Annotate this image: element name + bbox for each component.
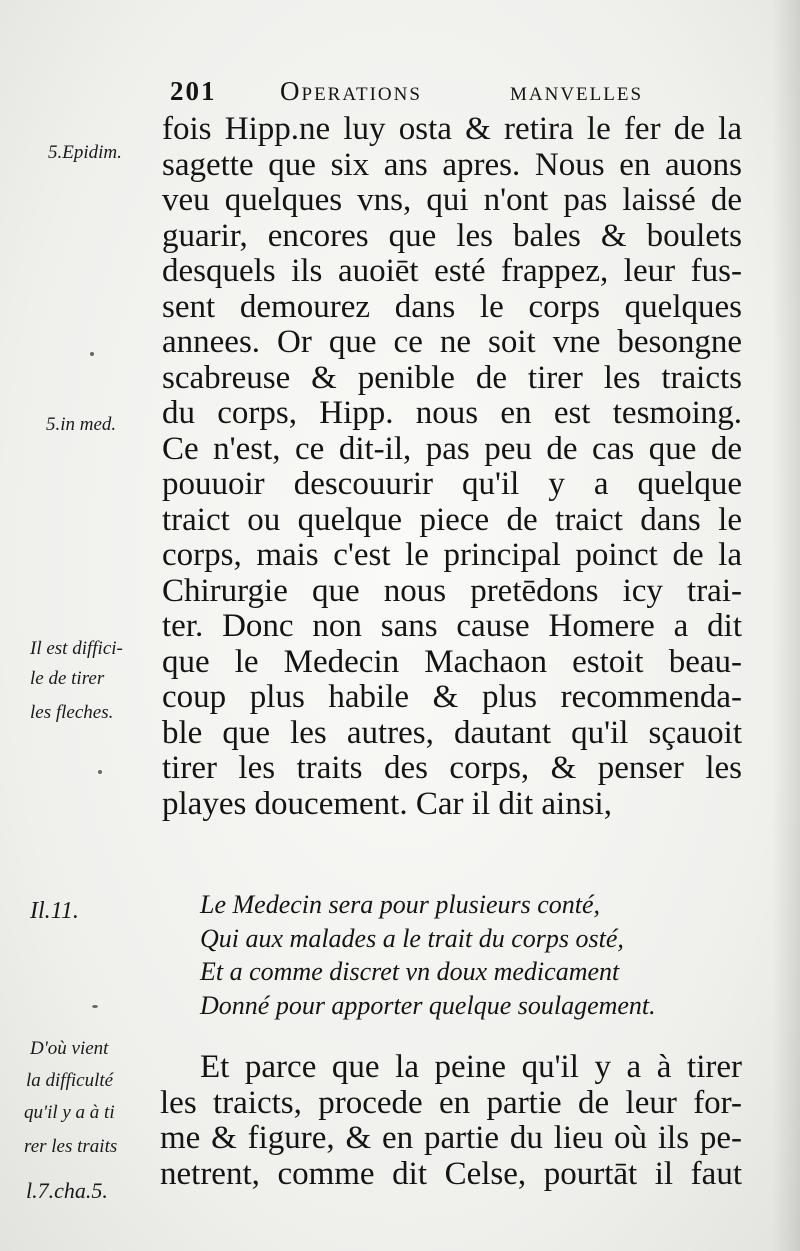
margin-note-dou-2: la difficulté [26, 1070, 114, 1091]
running-header [170, 72, 690, 112]
margin-note-difficile-2: le de tirer [30, 668, 105, 689]
text-line: me & figure, & en partie du lieu où ils pe- [160, 1120, 742, 1156]
text-line: pouuoir descouurir qu'il y a quelque [162, 466, 742, 502]
margin-note-epidim: 5.Epidim. [48, 142, 122, 163]
text-line: Ce n'est, ce dit-il, pas peu de cas que de [162, 430, 742, 467]
text-line: playes doucement. Car il dit ainsi, [162, 785, 612, 822]
verse-line: Donné pour apporter quelque soulagement. [200, 990, 656, 1020]
margin-note-dou-3: qu'il y a à ti [24, 1102, 115, 1123]
text-line: Chirurgie que nous pretēdons icy trai- [162, 572, 742, 609]
text-line: sagette que six ans apres. Nous en auons [162, 146, 742, 183]
text-line: traict ou quelque piece de traict dans le [162, 501, 742, 538]
verse-line: Qui aux malades a le trait du corps osté, [200, 923, 624, 953]
main-text-block-2 [160, 1050, 742, 1192]
margin-note-celse: l.7.cha.5. [26, 1178, 108, 1203]
verse-line: Et a comme discret vn doux medicament [200, 957, 620, 986]
text-line: tirer les traits des corps, & penser les [162, 750, 742, 786]
page-number: 201 [170, 76, 217, 106]
margin-note-difficile-3: les fleches. [30, 702, 114, 723]
text-line: coup plus habile & plus recommenda- [162, 679, 742, 715]
text-line: scabreuse & penible de tirer les traicts [162, 359, 742, 396]
text-line: fois Hipp.ne luy osta & retira le fer de la [162, 111, 742, 147]
verse-line: Le Medecin sera pour plusieurs conté, [200, 890, 601, 919]
verse-quotation [200, 888, 720, 1022]
main-text-block [162, 112, 742, 822]
text-line: netrent, comme dit Celse, pourtāt il faut [160, 1155, 742, 1192]
margin-note-dou-4: rer les traits [24, 1136, 118, 1157]
margin-note-difficile-1: Il est diffici- [30, 638, 123, 659]
text-line: desquels ils auoiēt esté frappez, leur fus- [162, 253, 742, 289]
text-line: Et parce que la peine qu'il y a à tirer [200, 1049, 742, 1085]
text-line: du corps, Hipp. nous en est tesmoing. [162, 395, 742, 431]
text-line: veu quelques vns, qui n'ont pas laissé de [162, 182, 742, 218]
header-title-right: manvelles [510, 76, 644, 106]
text-line: guarir, encores que les bales & boulets [162, 217, 742, 254]
ink-speck [98, 770, 102, 774]
ink-speck [90, 352, 94, 356]
text-line: les traicts, procede en partie de leur for- [160, 1084, 742, 1121]
text-line: ble que les autres, dautant qu'il sçauoit [162, 714, 742, 751]
margin-note-iliad: Il.11. [30, 898, 79, 924]
text-line: ter. Donc non sans cause Homere a dit [162, 608, 742, 644]
text-line: corps, mais c'est le principal poinct de la [162, 537, 742, 573]
text-line: annees. Or que ce ne soit vne besongne [162, 324, 742, 360]
margin-note-dou-1: D'où vient [30, 1038, 109, 1059]
page-gutter-shadow [772, 0, 800, 1251]
text-line: sent demourez dans le corps quelques [162, 288, 742, 325]
margin-note-in-med: 5.in med. [46, 414, 117, 435]
text-line: que le Medecin Machaon estoit beau- [162, 643, 742, 680]
header-title-left: Operations [280, 76, 422, 106]
ink-speck [92, 1005, 98, 1008]
